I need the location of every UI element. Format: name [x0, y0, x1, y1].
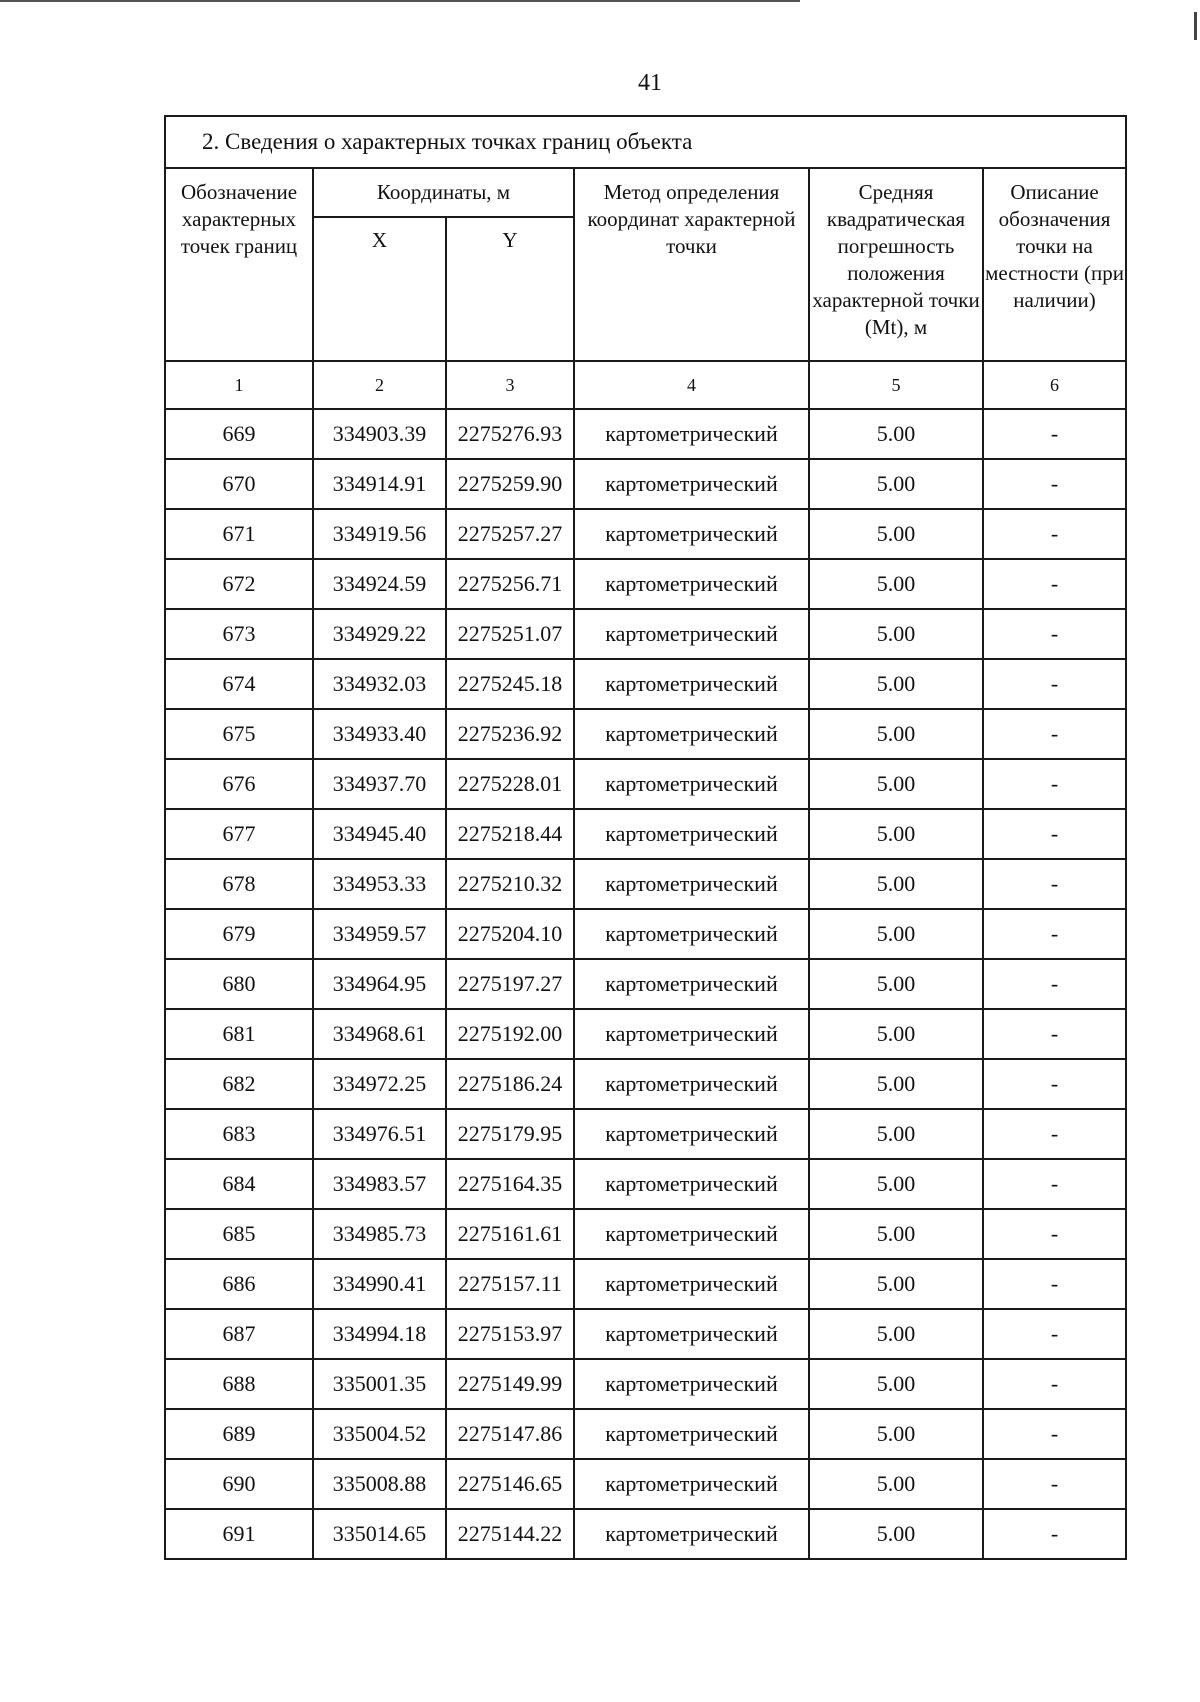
scan-edge-line [0, 0, 800, 2]
error-cell: 5.00 [809, 1409, 983, 1459]
x-coordinate-cell: 334929.22 [313, 609, 446, 659]
x-coordinate-cell: 334985.73 [313, 1209, 446, 1259]
column-number: 6 [983, 361, 1126, 409]
description-cell: - [983, 1159, 1126, 1209]
table-row [165, 1509, 1126, 1559]
y-coordinate-cell: 2275276.93 [446, 409, 574, 459]
y-coordinate-cell: 2275228.01 [446, 759, 574, 809]
description-cell: - [983, 509, 1126, 559]
table-row [165, 759, 1126, 809]
x-coordinate-cell: 334976.51 [313, 1109, 446, 1159]
error-cell: 5.00 [809, 559, 983, 609]
description-cell: - [983, 1509, 1126, 1559]
point-id-cell: 691 [165, 1509, 313, 1559]
point-id-cell: 688 [165, 1359, 313, 1409]
x-coordinate-cell: 334964.95 [313, 959, 446, 1009]
table-row [165, 1409, 1126, 1459]
error-cell: 5.00 [809, 659, 983, 709]
page-number: 41 [638, 70, 662, 96]
error-cell: 5.00 [809, 709, 983, 759]
point-id-cell: 676 [165, 759, 313, 809]
description-cell: - [983, 809, 1126, 859]
table-row [165, 409, 1126, 459]
x-coordinate-cell: 334919.56 [313, 509, 446, 559]
method-cell: картометрический [574, 1359, 809, 1409]
description-cell: - [983, 1459, 1126, 1509]
description-cell: - [983, 709, 1126, 759]
x-coordinate-cell: 334990.41 [313, 1259, 446, 1309]
table-row [165, 1359, 1126, 1409]
table-row [165, 909, 1126, 959]
scan-edge-mark [1194, 12, 1197, 40]
section-title-row [165, 116, 1126, 168]
error-cell: 5.00 [809, 1109, 983, 1159]
table-row [165, 1459, 1126, 1509]
error-cell: 5.00 [809, 1359, 983, 1409]
y-coordinate-cell: 2275197.27 [446, 959, 574, 1009]
header-y: Y [446, 217, 574, 361]
method-cell: картометрический [574, 809, 809, 859]
x-coordinate-cell: 334953.33 [313, 859, 446, 909]
table-row [165, 809, 1126, 859]
header-error: Средняя квадратическая погрешность положения характерной точки (Mt), м [809, 168, 983, 361]
method-cell: картометрический [574, 509, 809, 559]
y-coordinate-cell: 2275236.92 [446, 709, 574, 759]
table-row [165, 609, 1126, 659]
x-coordinate-cell: 334994.18 [313, 1309, 446, 1359]
point-id-cell: 682 [165, 1059, 313, 1109]
x-coordinate-cell: 334972.25 [313, 1059, 446, 1109]
table-row [165, 1159, 1126, 1209]
table-row [165, 509, 1126, 559]
table-row [165, 709, 1126, 759]
error-cell: 5.00 [809, 509, 983, 559]
column-number-row [165, 361, 1126, 409]
y-coordinate-cell: 2275192.00 [446, 1009, 574, 1059]
x-coordinate-cell: 334959.57 [313, 909, 446, 959]
y-coordinate-cell: 2275259.90 [446, 459, 574, 509]
y-coordinate-cell: 2275210.32 [446, 859, 574, 909]
y-coordinate-cell: 2275251.07 [446, 609, 574, 659]
description-cell: - [983, 1309, 1126, 1359]
error-cell: 5.00 [809, 1059, 983, 1109]
table-row [165, 559, 1126, 609]
description-cell: - [983, 1409, 1126, 1459]
header-designation: Обозначение характерных точек границ [165, 168, 313, 361]
point-id-cell: 673 [165, 609, 313, 659]
point-id-cell: 685 [165, 1209, 313, 1259]
x-coordinate-cell: 335014.65 [313, 1509, 446, 1559]
description-cell: - [983, 409, 1126, 459]
error-cell: 5.00 [809, 809, 983, 859]
point-id-cell: 677 [165, 809, 313, 859]
point-id-cell: 672 [165, 559, 313, 609]
point-id-cell: 681 [165, 1009, 313, 1059]
x-coordinate-cell: 334903.39 [313, 409, 446, 459]
y-coordinate-cell: 2275157.11 [446, 1259, 574, 1309]
description-cell: - [983, 859, 1126, 909]
method-cell: картометрический [574, 1459, 809, 1509]
point-id-cell: 687 [165, 1309, 313, 1359]
description-cell: - [983, 909, 1126, 959]
column-number: 3 [446, 361, 574, 409]
header-method: Метод определения координат характерной точки [574, 168, 809, 361]
description-cell: - [983, 1009, 1126, 1059]
method-cell: картометрический [574, 1409, 809, 1459]
point-id-cell: 674 [165, 659, 313, 709]
method-cell: картометрический [574, 1509, 809, 1559]
x-coordinate-cell: 334914.91 [313, 459, 446, 509]
error-cell: 5.00 [809, 1209, 983, 1259]
point-id-cell: 675 [165, 709, 313, 759]
table-row [165, 1309, 1126, 1359]
y-coordinate-cell: 2275204.10 [446, 909, 574, 959]
y-coordinate-cell: 2275257.27 [446, 509, 574, 559]
description-cell: - [983, 959, 1126, 1009]
error-cell: 5.00 [809, 1309, 983, 1359]
column-number: 2 [313, 361, 446, 409]
description-cell: - [983, 1109, 1126, 1159]
method-cell: картометрический [574, 609, 809, 659]
method-cell: картометрический [574, 559, 809, 609]
error-cell: 5.00 [809, 959, 983, 1009]
table-row [165, 1209, 1126, 1259]
method-cell: картометрический [574, 1009, 809, 1059]
boundary-points-table [164, 115, 1127, 1560]
error-cell: 5.00 [809, 1259, 983, 1309]
column-number: 4 [574, 361, 809, 409]
x-coordinate-cell: 334983.57 [313, 1159, 446, 1209]
x-coordinate-cell: 334937.70 [313, 759, 446, 809]
method-cell: картометрический [574, 909, 809, 959]
point-id-cell: 678 [165, 859, 313, 909]
header-coordinates: Координаты, м [313, 168, 574, 217]
x-coordinate-cell: 334933.40 [313, 709, 446, 759]
header-row [165, 168, 1126, 217]
y-coordinate-cell: 2275164.35 [446, 1159, 574, 1209]
y-coordinate-cell: 2275147.86 [446, 1409, 574, 1459]
y-coordinate-cell: 2275161.61 [446, 1209, 574, 1259]
y-coordinate-cell: 2275218.44 [446, 809, 574, 859]
method-cell: картометрический [574, 1059, 809, 1109]
point-id-cell: 669 [165, 409, 313, 459]
description-cell: - [983, 1359, 1126, 1409]
section-title: 2. Сведения о характерных точках границ объекта [165, 116, 1126, 168]
point-id-cell: 686 [165, 1259, 313, 1309]
error-cell: 5.00 [809, 609, 983, 659]
description-cell: - [983, 459, 1126, 509]
y-coordinate-cell: 2275153.97 [446, 1309, 574, 1359]
y-coordinate-cell: 2275146.65 [446, 1459, 574, 1509]
x-coordinate-cell: 335008.88 [313, 1459, 446, 1509]
method-cell: картометрический [574, 759, 809, 809]
method-cell: картометрический [574, 659, 809, 709]
method-cell: картометрический [574, 409, 809, 459]
point-id-cell: 689 [165, 1409, 313, 1459]
description-cell: - [983, 659, 1126, 709]
x-coordinate-cell: 335004.52 [313, 1409, 446, 1459]
y-coordinate-cell: 2275245.18 [446, 659, 574, 709]
description-cell: - [983, 759, 1126, 809]
method-cell: картометрический [574, 1309, 809, 1359]
table-row [165, 859, 1126, 909]
description-cell: - [983, 609, 1126, 659]
x-coordinate-cell: 335001.35 [313, 1359, 446, 1409]
point-id-cell: 680 [165, 959, 313, 1009]
error-cell: 5.00 [809, 859, 983, 909]
point-id-cell: 683 [165, 1109, 313, 1159]
table-row [165, 1109, 1126, 1159]
method-cell: картометрический [574, 1209, 809, 1259]
description-cell: - [983, 1059, 1126, 1109]
y-coordinate-cell: 2275144.22 [446, 1509, 574, 1559]
x-coordinate-cell: 334924.59 [313, 559, 446, 609]
header-description: Описание обозначения точки на местности (при наличии) [983, 168, 1126, 361]
error-cell: 5.00 [809, 909, 983, 959]
method-cell: картометрический [574, 959, 809, 1009]
method-cell: картометрический [574, 709, 809, 759]
y-coordinate-cell: 2275149.99 [446, 1359, 574, 1409]
table-row [165, 1059, 1126, 1109]
point-id-cell: 679 [165, 909, 313, 959]
table-row [165, 959, 1126, 1009]
column-number: 1 [165, 361, 313, 409]
point-id-cell: 690 [165, 1459, 313, 1509]
error-cell: 5.00 [809, 1509, 983, 1559]
error-cell: 5.00 [809, 459, 983, 509]
point-id-cell: 684 [165, 1159, 313, 1209]
x-coordinate-cell: 334968.61 [313, 1009, 446, 1059]
method-cell: картометрический [574, 459, 809, 509]
x-coordinate-cell: 334932.03 [313, 659, 446, 709]
x-coordinate-cell: 334945.40 [313, 809, 446, 859]
error-cell: 5.00 [809, 1459, 983, 1509]
y-coordinate-cell: 2275179.95 [446, 1109, 574, 1159]
table-row [165, 659, 1126, 709]
point-id-cell: 670 [165, 459, 313, 509]
method-cell: картометрический [574, 859, 809, 909]
error-cell: 5.00 [809, 1159, 983, 1209]
table-row [165, 1259, 1126, 1309]
description-cell: - [983, 559, 1126, 609]
error-cell: 5.00 [809, 1009, 983, 1059]
y-coordinate-cell: 2275186.24 [446, 1059, 574, 1109]
method-cell: картометрический [574, 1259, 809, 1309]
error-cell: 5.00 [809, 759, 983, 809]
column-number: 5 [809, 361, 983, 409]
y-coordinate-cell: 2275256.71 [446, 559, 574, 609]
error-cell: 5.00 [809, 409, 983, 459]
method-cell: картометрический [574, 1109, 809, 1159]
method-cell: картометрический [574, 1159, 809, 1209]
header-x: X [313, 217, 446, 361]
point-id-cell: 671 [165, 509, 313, 559]
table-row [165, 1009, 1126, 1059]
description-cell: - [983, 1209, 1126, 1259]
table-row [165, 459, 1126, 509]
description-cell: - [983, 1259, 1126, 1309]
